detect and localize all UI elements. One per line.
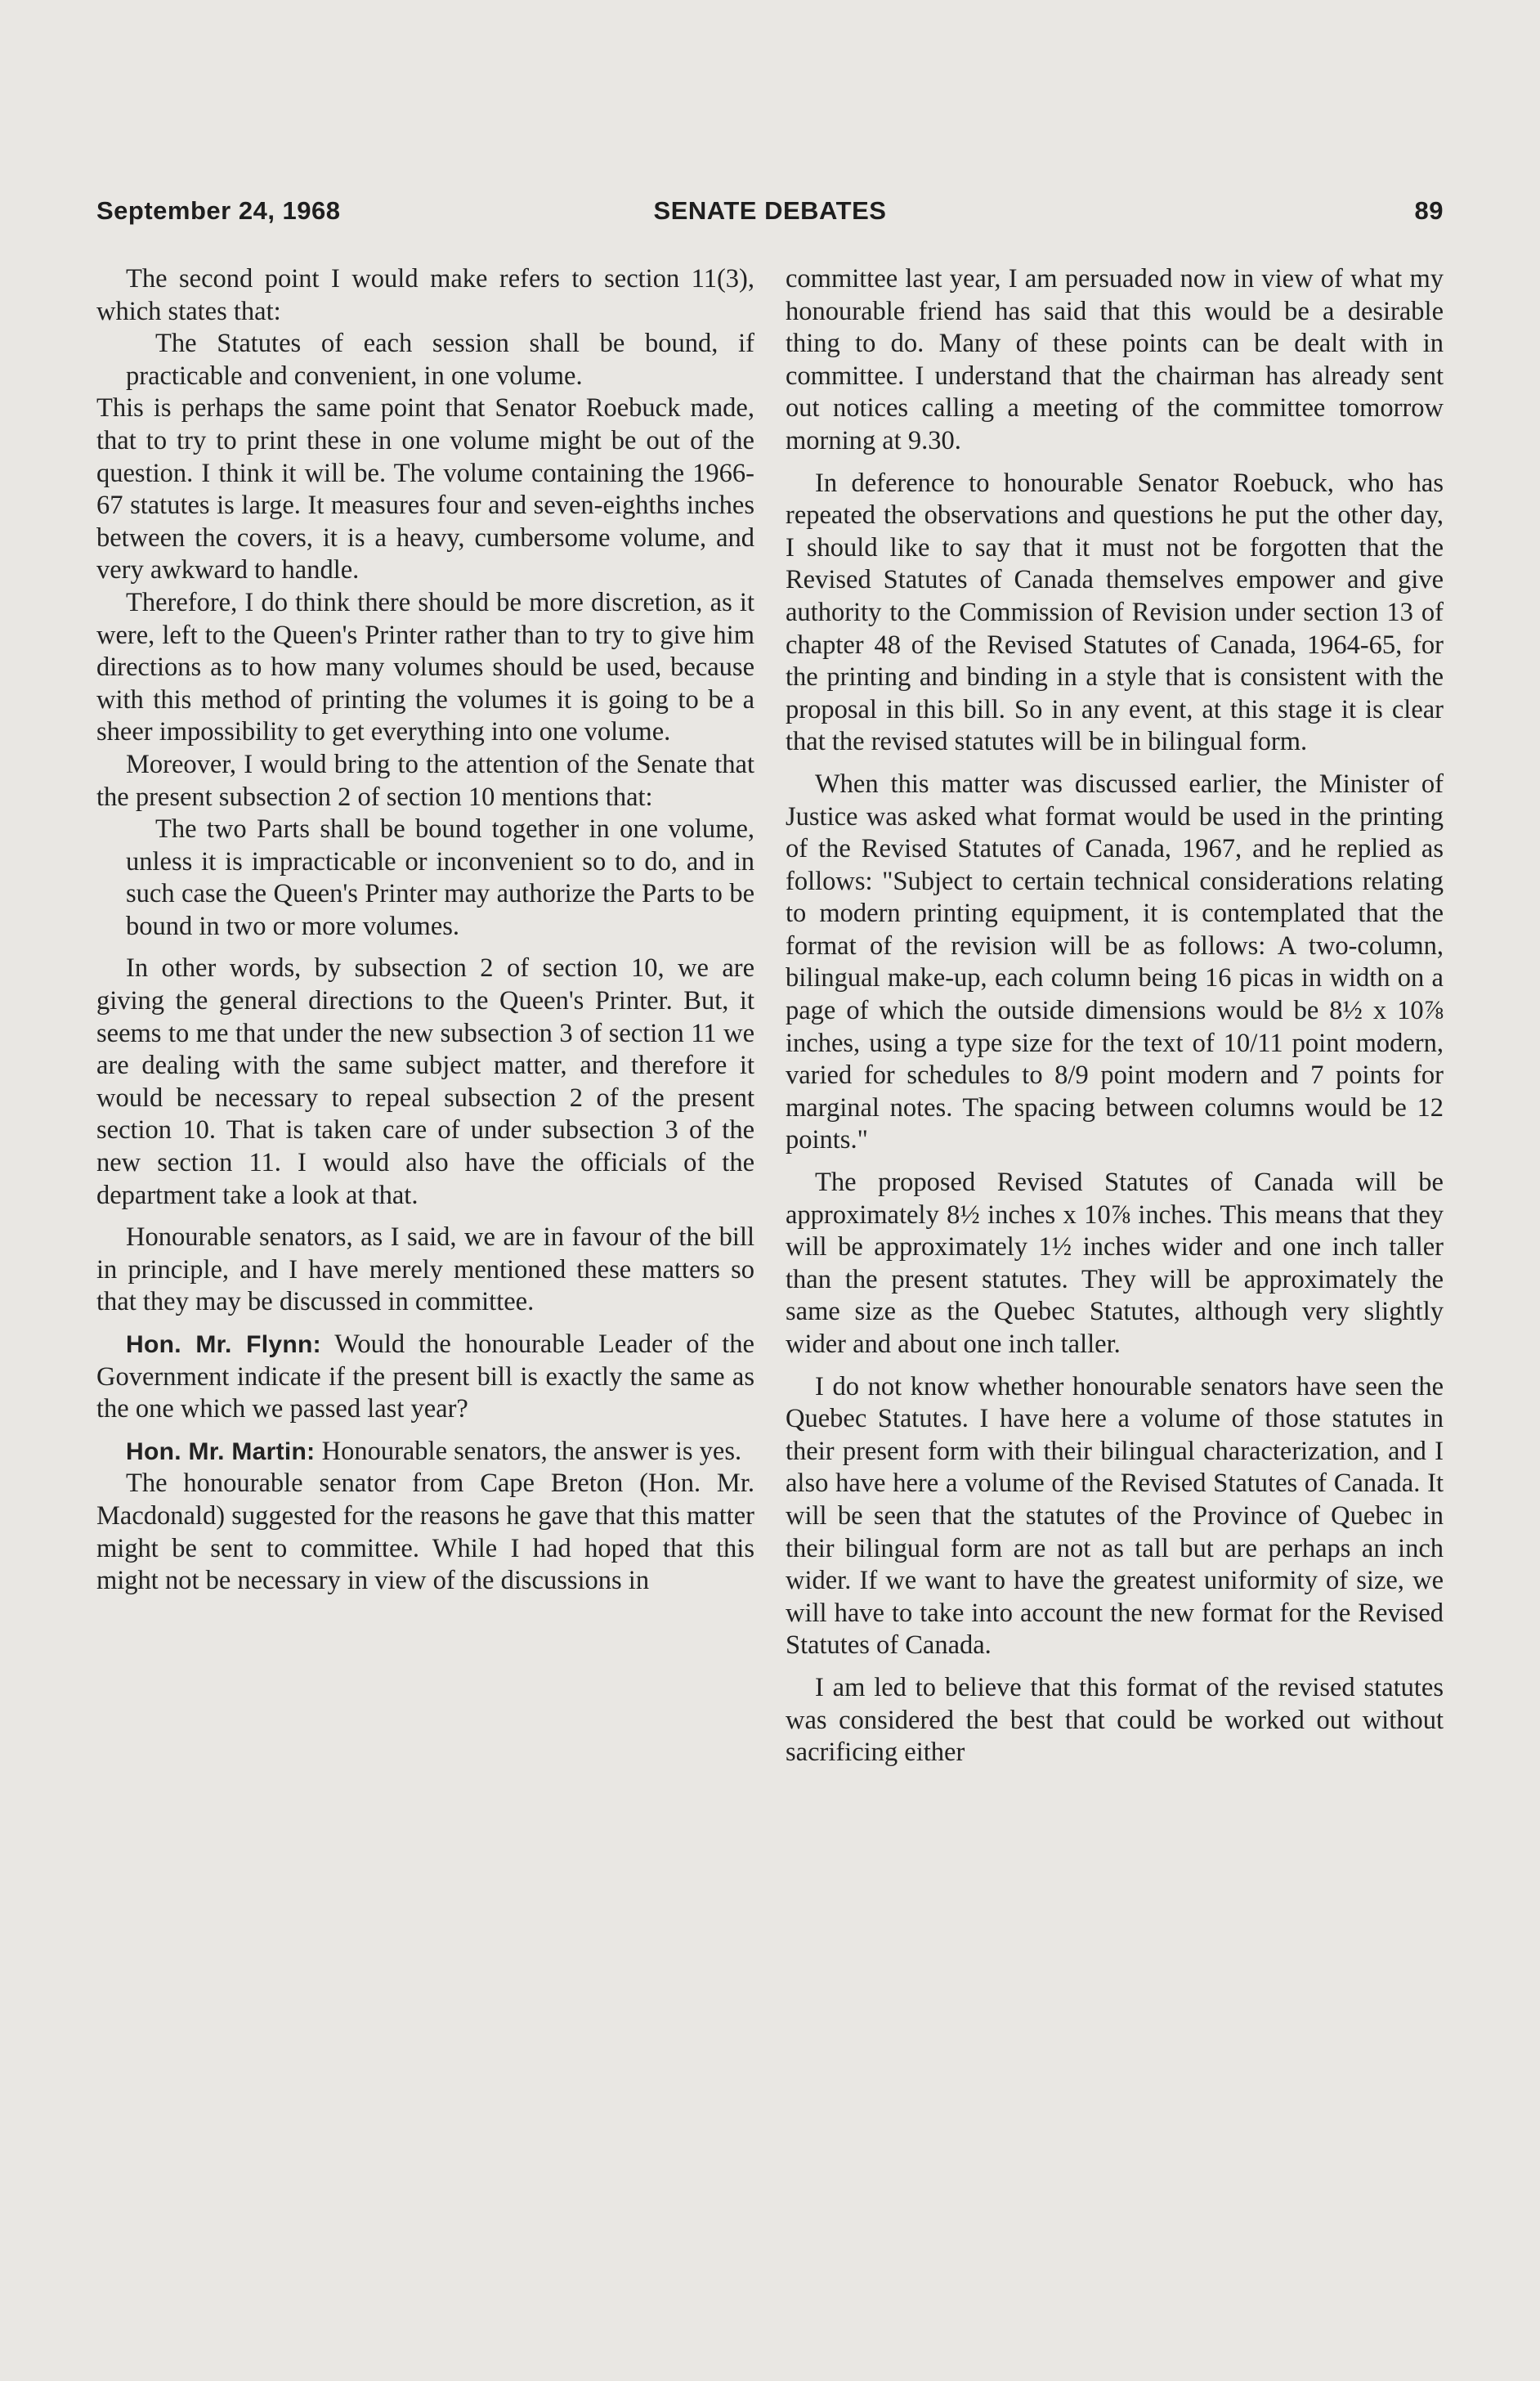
header-date: September 24, 1968: [96, 196, 341, 225]
paragraph: The proposed Revised Statutes of Canada will be approximately 8½ inches x 10⅞ inches. This means that they will be approximately 1½ inches wider and one inch taller than the present statutes. They will be approximately the same size as the Quebec Statutes, although very slightly wider and about one inch taller.: [786, 1168, 1444, 1359]
paragraph: In deference to honourable Senator Roebuck, who has repeated the observations and questions he put the other day, I should like to say that it must not be forgotten that the Revised Statutes of Canada themselves empower and give authority to the Commission of Revision under section 13 of chapter 48 of the Revised Statutes of Canada, 1964-65, for the printing and binding in a style that is consistent with the proposal in this bill. So in any event, at this stage it is clear that the revised statutes will be in bilingual form.: [786, 468, 1444, 757]
quotation-text: The Statutes of each session shall be bound, if practicable and convenient, in one volume.: [126, 329, 754, 391]
quotation-text: The two Parts shall be bound together in one volume, unless it is impracticable or inconvenient so to do, and in such case the Queen's Printer may authorize the Parts to be bound in two or more volumes.: [126, 814, 754, 941]
page-number: 89: [1414, 196, 1444, 225]
quotation: [96, 328, 754, 392]
left-column: [96, 263, 754, 1769]
paragraph: Honourable senators, as I said, we are in favour of the bill in principle, and I have merely mentioned these matters so that they may be discussed in committee.: [96, 1222, 754, 1317]
paragraph: Therefore, I do think there should be more discretion, as it were, left to the Queen's Printer rather than to try to give him directions as to how many volumes should be used, because with this method of printing the volumes it is going to be a sheer impossibility to get everything into one volume.: [96, 587, 754, 747]
speaker-name: Hon. Mr. Flynn:: [126, 1331, 321, 1358]
paragraph: When this matter was discussed earlier, the Minister of Justice was asked what format would be used in the printing of the Revised Statutes of Canada, 1967, and he replied as follows: "Subject to certain technical considerations relating to modern printing equipment, it is contemplated that the format of the revision will be as follows: A two-column, bilingual make-up, each column being 16 picas in width on a page of which the outside dimensions would be 8½ x 10⅞ inches, using a type size for the text of 10/11 point modern, varied for schedules to 8/9 point modern and 7 points for marginal notes. The spacing between columns would be 12 points.": [786, 769, 1444, 1155]
paragraph: I am led to believe that this format of the revised statutes was considered the best that could be worked out without sacrificing either: [786, 1672, 1444, 1768]
speech-text: Would the honourable Leader of the Government indicate if the present bill is exactly the same as the one which we passed last year?: [96, 1330, 754, 1424]
speech-flynn: [96, 1329, 754, 1426]
paragraph: The second point I would make refers to section 11(3), which states that:: [96, 264, 754, 326]
paragraph: This is perhaps the same point that Senator Roebuck made, that to try to print these in one volume might be out of the question. I think it will be. The volume containing the 1966-67 statutes is large. It measures four and seven-eighths inches between the covers, it is a heavy, cumbersome volume, and very awkward to handle.: [96, 393, 754, 585]
paragraph: The honourable senator from Cape Breton (Hon. Mr. Macdonald) suggested for the reasons he gave that this matter might be sent to committee. While I had hoped that this might not be necessary in view of the discussions in: [96, 1469, 754, 1596]
right-column: [786, 263, 1444, 1769]
paragraph: committee last year, I am persuaded now in view of what my honourable friend has said that this would be a desirable thing to do. Many of these points can be dealt with in committee. I understand that the chairman has already sent out notices calling a meeting of the committee tomorrow morning at 9.30.: [786, 264, 1444, 455]
text-columns: [96, 263, 1444, 1769]
paragraph: I do not know whether honourable senators have seen the Quebec Statutes. I have here a volume of those statutes in their present form with their bilingual characterization, and I also have here a volume of the Revised Statutes of Canada. It will be seen that the statutes of the Province of Quebec in their bilingual form are not as tall but are perhaps an inch wider. If we want to have the greatest uniformity of size, we will have to take into account the new format for the Revised Statutes of Canada.: [786, 1371, 1444, 1661]
speaker-name: Hon. Mr. Martin:: [126, 1437, 316, 1465]
paragraph: In other words, by subsection 2 of section 10, we are giving the general directions to the Queen's Printer. But, it seems to me that under the new subsection 3 of section 11 we are dealing with the same subject matter, and therefore it would be necessary to repeal subsection 2 of the present section 10. That is taken care of under subsection 3 of the new section 11. I would also have the officials of the department take a look at that.: [96, 953, 754, 1210]
quotation: [96, 814, 754, 943]
speech-martin: [96, 1436, 754, 1469]
paragraph: Moreover, I would bring to the attention of the Senate that the present subsection 2 of section 10 mentions that:: [96, 749, 754, 812]
running-header: [96, 196, 1444, 229]
header-title: SENATE DEBATES: [653, 196, 887, 225]
speech-text: Honourable senators, the answer is yes.: [321, 1436, 742, 1466]
